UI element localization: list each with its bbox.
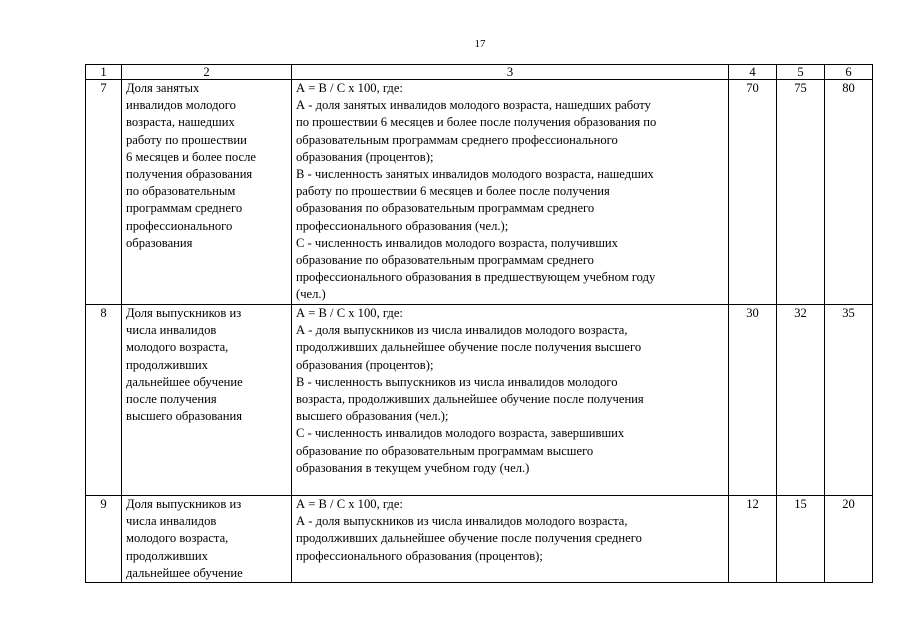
text-line: А = В / С х 100, где:	[296, 81, 403, 95]
indicator-name	[122, 80, 292, 305]
text-line: числа инвалидов	[126, 323, 217, 338]
row-number: 7	[86, 80, 122, 305]
value-col-5: 15	[777, 496, 825, 583]
text-line: Доля выпускников из	[126, 497, 242, 511]
text-line: А = В / С х 100, где:	[296, 306, 403, 320]
indicator-formula	[292, 305, 729, 496]
text-line: продолживших	[126, 548, 208, 563]
text-line: работу по прошествии	[126, 132, 247, 147]
text-line: молодого возраста,	[126, 531, 229, 546]
text-line: высшего образования (чел.);	[296, 409, 449, 424]
text-line: образовательным программам среднего профессионального	[296, 132, 618, 147]
row-number: 8	[86, 305, 122, 496]
indicator-formula	[292, 496, 729, 583]
page-number: 17	[474, 38, 486, 50]
text-line: молодого возраста,	[126, 340, 229, 355]
text-line: А - доля выпускников из числа инвалидов молодого возраста,	[296, 323, 628, 338]
text-line: продолживших	[126, 357, 208, 372]
text-line: возраста, нашедших	[126, 115, 235, 130]
text-line: числа инвалидов	[126, 514, 217, 529]
table-row	[86, 496, 873, 583]
text-line: дальнейшее обучение	[126, 565, 243, 580]
header-cell-4: 4	[729, 65, 777, 80]
text-line: после получения	[126, 392, 217, 407]
text-line: программам среднего	[126, 201, 243, 216]
indicators-table	[85, 64, 873, 583]
text-line: профессионального	[126, 218, 233, 233]
text-line: возраста, продолживших дальнейшее обучение после получения	[296, 392, 644, 407]
table-row	[86, 305, 873, 496]
value-col-6: 20	[825, 496, 873, 583]
text-line: Доля занятых	[126, 81, 200, 95]
header-cell-6: 6	[825, 65, 873, 80]
indicator-name	[122, 496, 292, 583]
text-line: образования (процентов);	[296, 149, 434, 164]
text-line: инвалидов молодого	[126, 98, 236, 113]
text-line: дальнейшее обучение	[126, 374, 243, 389]
value-col-5: 32	[777, 305, 825, 496]
text-line: профессионального образования в предшествующем учебном году	[296, 270, 656, 285]
text-line: В - численность занятых инвалидов молодого возраста, нашедших	[296, 167, 654, 182]
header-cell-2: 2	[122, 65, 292, 80]
text-line: А - доля выпускников из числа инвалидов молодого возраста,	[296, 514, 628, 529]
text-line: продолживших дальнейшее обучение после получения среднего	[296, 531, 642, 546]
text-line: образования (процентов);	[296, 357, 434, 372]
table-row	[86, 80, 873, 305]
text-line: 6 месяцев и более после	[126, 149, 256, 164]
value-col-6: 80	[825, 80, 873, 305]
table-header-row	[86, 65, 873, 80]
text-line: образования в текущем учебном году (чел.)	[296, 460, 530, 475]
header-cell-1: 1	[86, 65, 122, 80]
value-col-5: 75	[777, 80, 825, 305]
text-line: образование по образовательным программам среднего	[296, 253, 594, 268]
text-line: (чел.)	[296, 287, 326, 302]
text-line: продолживших дальнейшее обучение после получения высшего	[296, 340, 642, 355]
value-col-4: 70	[729, 80, 777, 305]
value-col-6: 35	[825, 305, 873, 496]
text-line: работу по прошествии 6 месяцев и более после получения	[296, 184, 610, 199]
text-line: В - численность выпускников из числа инвалидов молодого	[296, 374, 618, 389]
text-line: А - доля занятых инвалидов молодого возраста, нашедших работу	[296, 98, 651, 113]
text-line: образование по образовательным программам высшего	[296, 443, 594, 458]
text-line: получения образования	[126, 167, 253, 182]
text-line: С - численность инвалидов молодого возраста, завершивших	[296, 426, 625, 441]
value-col-4: 30	[729, 305, 777, 496]
text-line: образования по образовательным программам среднего	[296, 201, 595, 216]
text-line: образования	[126, 235, 193, 250]
text-line: Доля выпускников из	[126, 306, 242, 320]
indicator-name	[122, 305, 292, 496]
text-line: профессионального образования (процентов);	[296, 548, 543, 563]
text-line: профессионального образования (чел.);	[296, 218, 509, 233]
indicator-formula	[292, 80, 729, 305]
header-cell-5: 5	[777, 65, 825, 80]
row-number: 9	[86, 496, 122, 583]
text-line: по образовательным	[126, 184, 236, 199]
text-line: А = В / С х 100, где:	[296, 497, 403, 511]
value-col-4: 12	[729, 496, 777, 583]
text-line: С - численность инвалидов молодого возраста, получивших	[296, 235, 618, 250]
text-line: высшего образования	[126, 409, 243, 424]
text-line: по прошествии 6 месяцев и более после получения образования по	[296, 115, 657, 130]
header-cell-3: 3	[292, 65, 729, 80]
